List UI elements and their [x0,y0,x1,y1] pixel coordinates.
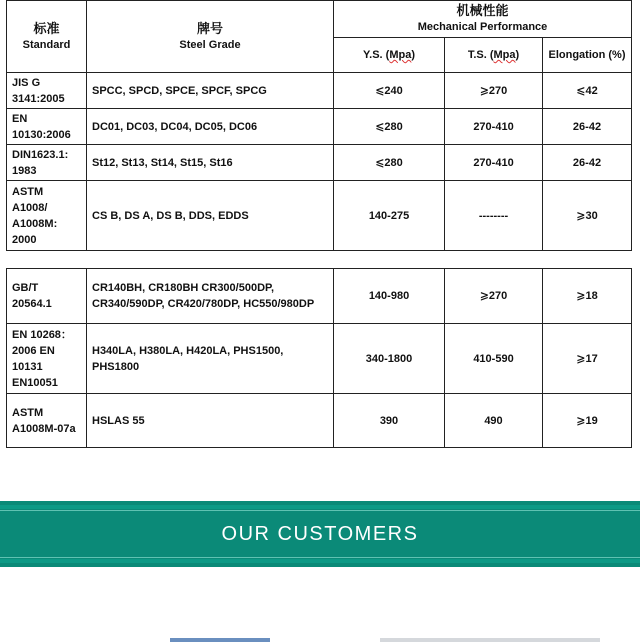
ts-cell: 490 [445,394,543,448]
ys-cell: ⩽240 [334,73,445,109]
ts-cell: 270-410 [445,145,543,181]
ys-cell: ⩽280 [334,109,445,145]
table-row [7,394,632,448]
ts-cell: ⩾270 [445,73,543,109]
grade-cell: CR140BH, CR180BH CR300/500DP, CR340/590DP, CR420/780DP, HC550/980DP [87,269,334,324]
standard-header-cn: 标准 [33,20,60,36]
elongation-cell: 26-42 [543,145,632,181]
table-row [7,181,632,251]
standard-cell: ASTM A1008M-07a [7,394,87,448]
standard-cell: EN 10130:2006 [7,109,87,145]
ys-cell: 340-1800 [334,324,445,394]
elongation-header: Elongation (%) [543,38,632,73]
standard-cell: ASTM A1008/ A1008M: 2000 [7,181,87,251]
ts-cell: 410-590 [445,324,543,394]
elongation-cell: ⩾19 [543,394,632,448]
mech-header-cn: 机械性能 [456,3,509,18]
mech-header [334,1,632,38]
table-row [7,109,632,145]
table-row [7,269,632,324]
table-row [7,324,632,394]
standard-header [7,1,87,73]
customers-banner [0,501,640,567]
elongation-cell: 26-42 [543,109,632,145]
table-row [7,73,632,109]
standard-cell: EN 10268：2006 EN 10131 EN10051 [7,324,87,394]
grade-cell: DC01, DC03, DC04, DC05, DC06 [87,109,334,145]
ys-cell: 140-275 [334,181,445,251]
grade-header [87,1,334,73]
customer-logo-partial [380,638,600,642]
grade-cell: H340LA, H380LA, H420LA, PHS1500, PHS1800 [87,324,334,394]
elongation-cell: ⩾17 [543,324,632,394]
ts-cell: 270-410 [445,109,543,145]
grade-cell: St12, St13, St14, St15, St16 [87,145,334,181]
ys-cell: 390 [334,394,445,448]
table-row [7,145,632,181]
grade-header-cn: 牌号 [196,20,223,36]
ts-cell: -------- [445,181,543,251]
customer-logo-partial [170,638,270,642]
table-header-row-1 [7,1,632,38]
spec-table-top [6,0,632,251]
grade-cell: HSLAS 55 [87,394,334,448]
mech-header-en: Mechanical Performance [417,21,548,33]
standard-header-en: Standard [22,38,71,51]
elongation-cell: ⩽42 [543,73,632,109]
ts-cell: ⩾270 [445,269,543,324]
ys-cell: 140-980 [334,269,445,324]
elongation-cell: ⩾18 [543,269,632,324]
grade-header-en: Steel Grade [179,38,241,51]
ys-header: Y.S. (Mpa) [334,38,445,73]
grade-cell: CS B, DS A, DS B, DDS, EDDS [87,181,334,251]
spec-table-bottom [6,268,632,448]
ys-cell: ⩽280 [334,145,445,181]
grade-cell: SPCC, SPCD, SPCE, SPCF, SPCG [87,73,334,109]
elongation-cell: ⩾30 [543,181,632,251]
standard-cell: DIN1623.1: 1983 [7,145,87,181]
standard-cell: GB/T 20564.1 [7,269,87,324]
standard-cell: JIS G 3141:2005 [7,73,87,109]
ts-header: T.S. (Mpa) [445,38,543,73]
banner-title: OUR CUSTOMERS [221,523,419,545]
